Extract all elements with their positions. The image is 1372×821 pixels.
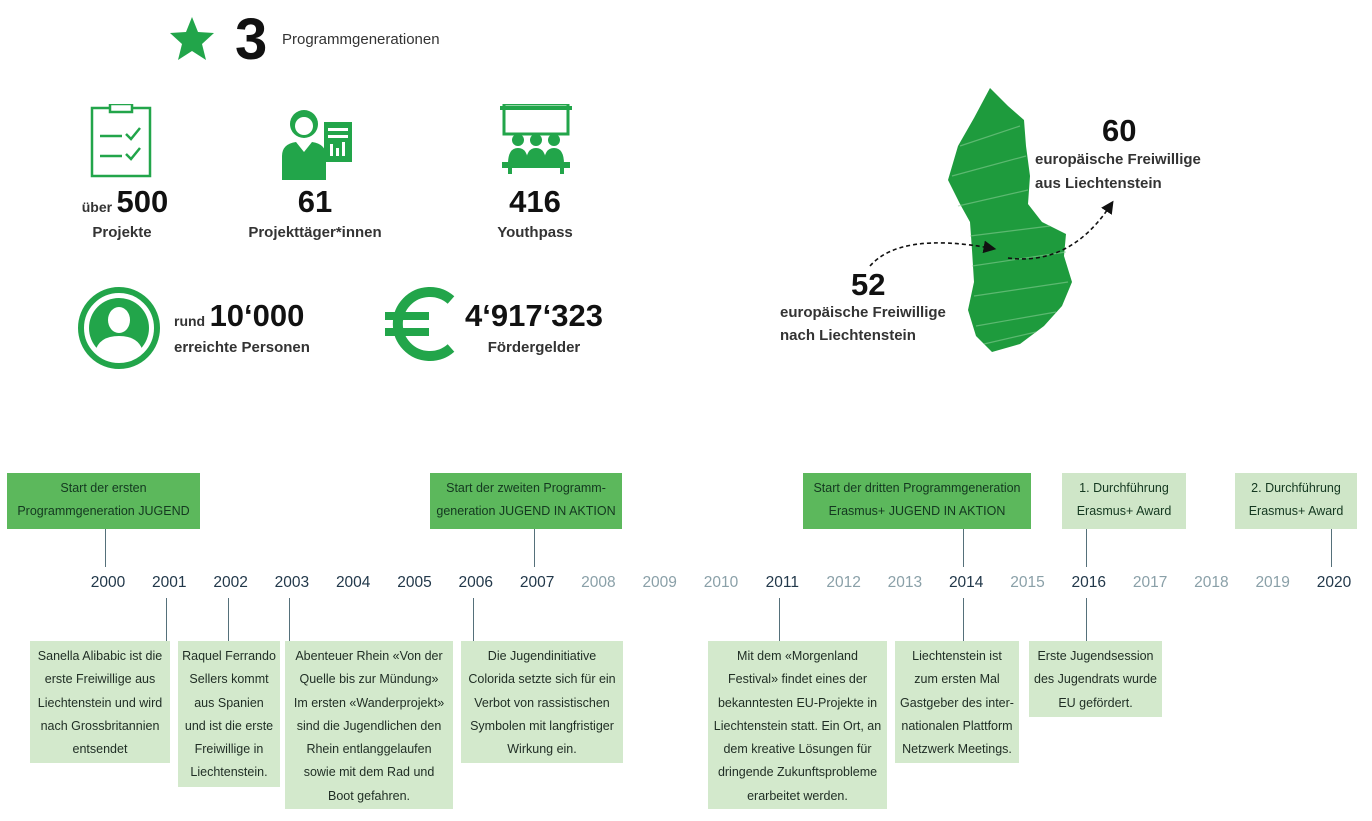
timeline-event-2011 — [708, 641, 887, 809]
event-text-line: Liechtenstein und wird — [37, 695, 163, 710]
event-text-line: zum ersten Mal — [914, 672, 1000, 687]
event-text-line: Erste Jugendsession — [1037, 649, 1154, 663]
timeline-connector — [1086, 529, 1087, 567]
timeline-connector — [473, 598, 474, 641]
timeline-event-2001 — [30, 641, 170, 763]
timeline-year: 2006 — [458, 574, 494, 591]
volunteers-outgoing-label-1: europäische Freiwillige — [1035, 151, 1201, 168]
milestone-text-line: Erasmus+ Award — [1076, 504, 1172, 518]
euro-icon — [385, 286, 457, 367]
event-text-line: Raquel Ferrando — [182, 649, 276, 663]
group-meeting-icon — [500, 104, 572, 179]
event-text-line: Boot gefahren. — [327, 788, 410, 803]
timeline-year: 2013 — [887, 574, 923, 591]
timeline-year: 2017 — [1132, 574, 1168, 591]
event-text-line: des Jugendrats wurde — [1034, 672, 1157, 687]
milestone-text-line: Start der ersten — [60, 481, 147, 495]
event-text-line: Gastgeber des inter- — [900, 695, 1014, 710]
event-text-line: Festival» findet eines der — [728, 672, 867, 687]
event-text-line: aus Spanien — [194, 695, 264, 710]
timeline-event-2016 — [1029, 641, 1162, 717]
stat-value: 10‘000 — [209, 298, 305, 333]
milestone-text-line: Erasmus+ JUGEND IN AKTION — [828, 504, 1006, 518]
volunteers-outgoing-value: 60 — [1102, 113, 1137, 148]
event-text-line: erste Freiwillige aus — [44, 672, 156, 687]
event-text-line: Colorida setzte sich für ein — [468, 672, 616, 687]
timeline-year: 2012 — [826, 574, 861, 591]
timeline-milestone-2007 — [430, 473, 622, 529]
timeline-event-2014 — [895, 641, 1019, 763]
stat-reach — [174, 298, 304, 334]
timeline-year: 2007 — [519, 574, 555, 591]
flow-arrows — [860, 196, 1130, 281]
timeline-connector — [166, 598, 167, 641]
timeline-event-2002 — [178, 641, 280, 787]
event-text-line: bekanntesten EU-Projekte in — [717, 695, 878, 710]
event-text-line: Liechtenstein ist — [912, 649, 1002, 663]
timeline-year: 2014 — [948, 574, 984, 591]
event-text-line: dringende Zukunftsprobleme — [717, 765, 878, 780]
checklist-icon — [90, 104, 152, 183]
milestone-text-line: Erasmus+ Award — [1248, 504, 1344, 518]
event-text-line: und ist die erste — [184, 718, 274, 733]
event-text-line: Wirkung ein. — [507, 742, 577, 757]
timeline-year: 2019 — [1255, 574, 1290, 591]
event-text-line: Liechtenstein statt. Ein Ort, an — [713, 718, 882, 733]
stat-projects — [60, 184, 190, 220]
timeline-connector — [963, 598, 964, 641]
timeline-connector — [1331, 529, 1332, 567]
event-text-line: EU gefördert. — [1058, 695, 1133, 710]
generation-count: 3 — [235, 7, 268, 72]
milestone-text-line: Programmgeneration JUGEND — [17, 504, 190, 518]
timeline-year: 2008 — [581, 574, 616, 591]
event-text-line: Netzwerk Meetings. — [902, 742, 1012, 757]
event-text-line: Sellers kommt — [189, 672, 269, 687]
timeline-year: 2004 — [335, 574, 371, 591]
event-text-line: sind die Jugendlichen den — [296, 718, 442, 733]
timeline-year: 2005 — [397, 574, 432, 591]
stat-value: 500 — [116, 184, 169, 219]
timeline-year: 2010 — [703, 574, 739, 591]
milestone-text-line: Start der zweiten Programm- — [446, 481, 606, 495]
event-text-line: sowie mit dem Rad und — [303, 765, 435, 780]
stat-prefix: rund — [174, 313, 206, 329]
stat-value: 4‘917‘323 — [465, 298, 603, 333]
timeline-milestone-2014 — [803, 473, 1031, 529]
milestone-text-line: Start der dritten Programmgeneration — [813, 481, 1021, 495]
timeline-year: 2016 — [1071, 574, 1107, 591]
event-text-line: Die Jugendinitiative — [487, 649, 597, 663]
stat-value: 61 — [297, 184, 333, 219]
event-text-line: Rhein entlanggelaufen — [306, 742, 432, 757]
person-icon — [77, 286, 161, 375]
timeline-milestone-2000 — [7, 473, 200, 529]
timeline-year: 2001 — [152, 574, 187, 591]
star-icon — [168, 15, 216, 63]
timeline-year: 2002 — [213, 574, 248, 591]
presenter-icon — [278, 104, 354, 187]
timeline-connector — [779, 598, 780, 641]
timeline-year: 2000 — [90, 574, 126, 591]
event-text-line: Sanella Alibabic ist die — [37, 649, 163, 663]
timeline-year: 2003 — [274, 574, 310, 591]
timeline-connector — [289, 598, 290, 641]
milestone-text-line: generation JUGEND IN AKTION — [436, 504, 616, 518]
event-text-line: Mit dem «Morgenland — [737, 649, 858, 663]
stat-label: Fördergelder — [487, 339, 581, 356]
event-text-line: entsendet — [72, 742, 128, 757]
volunteers-incoming-label-2: nach Liechtenstein — [780, 327, 916, 344]
volunteers-outgoing-label-2: aus Liechtenstein — [1035, 175, 1162, 192]
stat-prefix: über — [81, 199, 113, 215]
timeline-year: 2009 — [642, 574, 677, 591]
event-text-line: Symbolen mit langfristiger — [470, 718, 614, 733]
timeline-connector — [105, 529, 106, 567]
stat-label: Projekte — [92, 224, 152, 241]
volunteers-incoming-label-1: europäische Freiwillige — [780, 304, 946, 321]
event-text-line: nationalen Plattform — [901, 718, 1013, 733]
stat-label: erreichte Personen — [174, 339, 310, 356]
timeline-event-2003 — [285, 641, 453, 809]
stat-label: Projekttäger*innen — [248, 224, 382, 241]
event-text-line: Abenteuer Rhein «Von der — [295, 649, 443, 663]
event-text-line: dem kreative Lösungen für — [723, 742, 872, 757]
event-text-line: Quelle bis zur Mündung» — [299, 672, 439, 687]
timeline-year: 2018 — [1194, 574, 1229, 591]
timeline-connector — [1086, 598, 1087, 641]
event-text-line: erarbeitet werden. — [747, 788, 848, 803]
timeline-year: 2020 — [1316, 574, 1352, 591]
event-text-line: Im ersten «Wanderprojekt» — [293, 695, 445, 710]
generation-label: Programmgenerationen — [282, 31, 440, 48]
stat-label: Youthpass — [497, 224, 573, 241]
timeline-connector — [534, 529, 535, 567]
timeline-event-2006 — [461, 641, 623, 763]
stat-value: 416 — [509, 184, 561, 219]
milestone-text-line: 1. Durchführung — [1079, 481, 1169, 495]
timeline-milestone-2016 — [1062, 473, 1186, 529]
timeline-milestone-2020 — [1235, 473, 1357, 529]
timeline-connector — [963, 529, 964, 567]
timeline-connector — [228, 598, 229, 641]
timeline-year: 2015 — [1010, 574, 1045, 591]
timeline-year: 2011 — [765, 574, 799, 591]
event-text-line: nach Grossbritannien — [40, 718, 160, 733]
volunteers-incoming-value: 52 — [851, 267, 886, 302]
event-text-line: Liechtenstein. — [190, 765, 268, 780]
milestone-text-line: 2. Durchführung — [1251, 481, 1341, 495]
event-text-line: Verbot von rassistischen — [474, 695, 610, 710]
event-text-line: Freiwillige in — [194, 742, 264, 757]
